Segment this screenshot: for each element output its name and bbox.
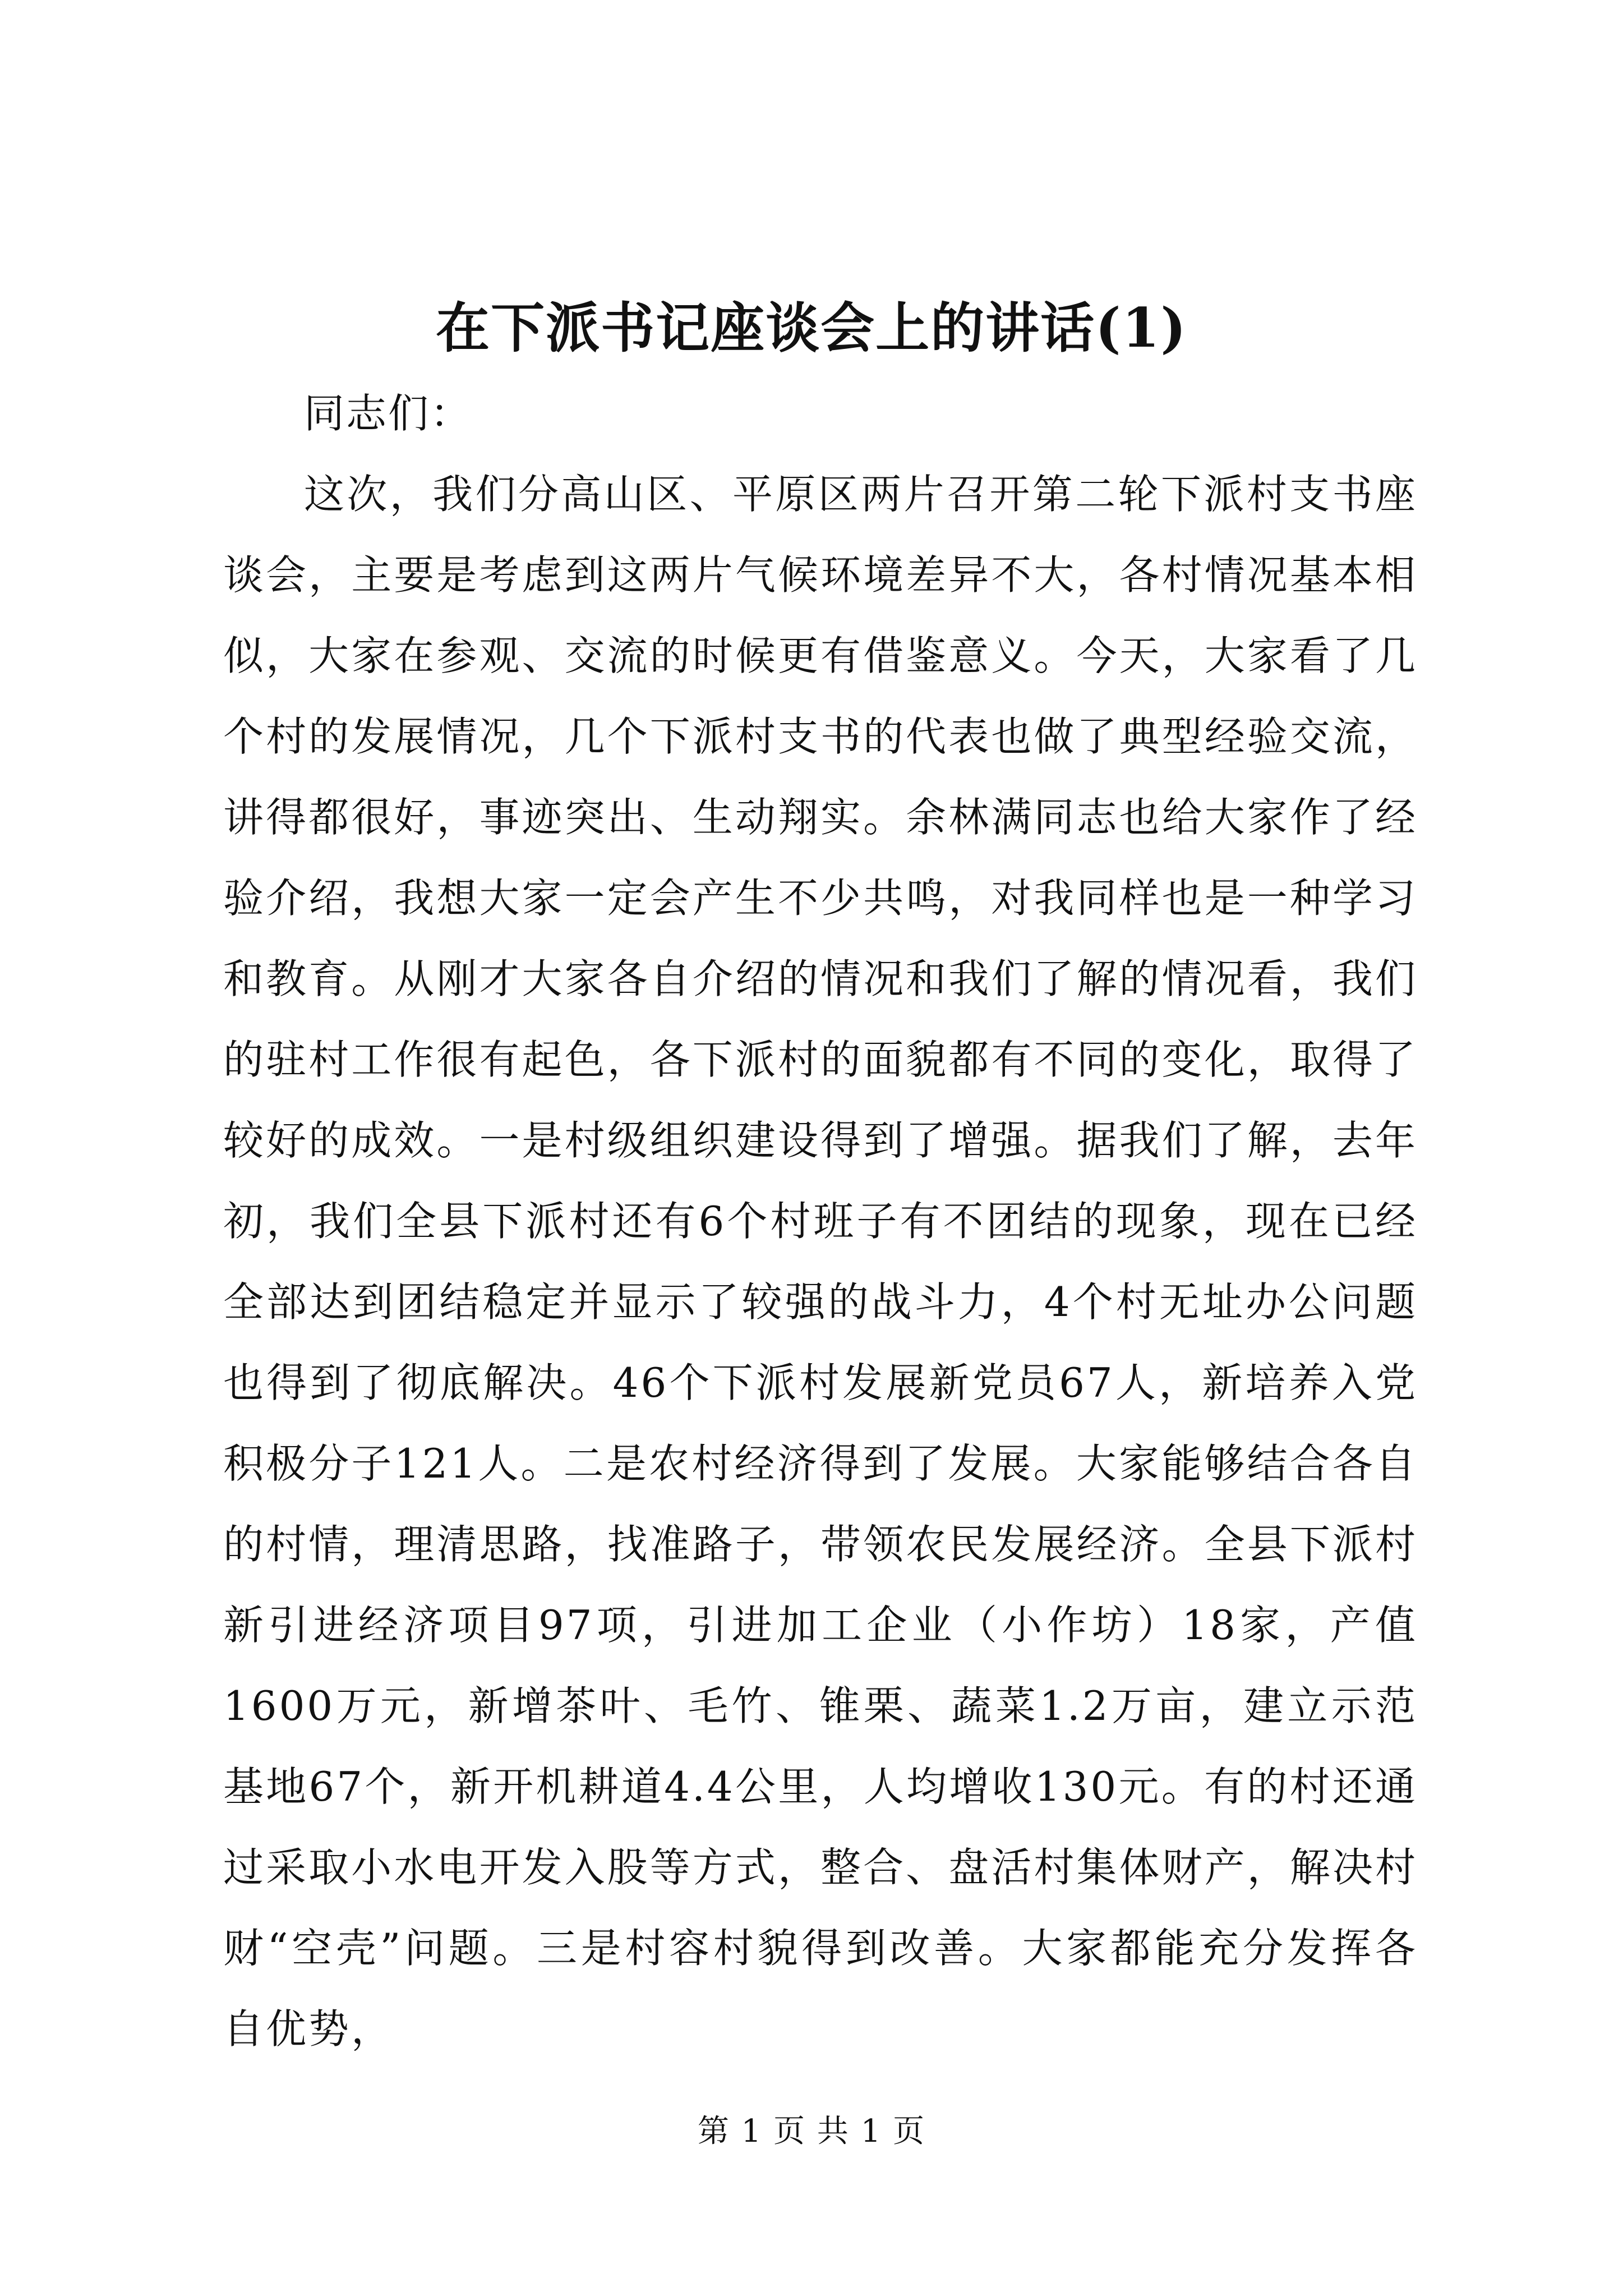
salutation: 同志们： (304, 390, 473, 437)
page-footer: 第 1 页 共 1 页 (697, 2113, 926, 2150)
document-body (223, 373, 1418, 2069)
document-title: 在下派书记座谈会上的讲话(1) (436, 296, 1187, 360)
body-paragraph: 这次，我们分高山区、平原区两片召开第二轮下派村支书座谈会，主要是考虑到这两片气候环境差异不大，各村情况基本相似，大家在参观、交流的时候更有借鉴意义。今天，大家看了几个村的发展情况，几个下派村支书的代表也做了典型经验交流，讲得都很好，事迹突出、生动翔实。余林满同志也给大家作了经验介绍，我想大家一定会产生不少共鸣，对我同样也是一种学习和教育。从刚才大家各自介绍的情况和我们了解的情况看，我们的驻村工作很有起色，各下派村的面貌都有不同的变化，取得了较好的成效。一是村级组织建设得到了增强。据我们了解，去年初，我们全县下派村还有6个村班子有不团结的现象，现在已经全部达到团结稳定并显示了较强的战斗力，4个村无址办公问题也得到了彻底解决。46个下派村发展新党员67人，新培养入党积极分子121人。二是农村经济得到了发展。大家能够结合各自的村情，理清思路，找准路子，带领农民发展经济。全县下派村新引进经济项目97项，引进加工企业（小作坊）18家，产值1600万元，新增茶叶、毛竹、锥栗、蔬菜1.2万亩，建立示范基地67个，新开机耕道4.4公里，人均增收130元。有的村还通过采取小水电开发入股等方式，整合、盘活村集体财产，解决村财“空壳”问题。三是村容村貌得到改善。大家都能充分发挥各自优势， (223, 471, 1418, 2053)
